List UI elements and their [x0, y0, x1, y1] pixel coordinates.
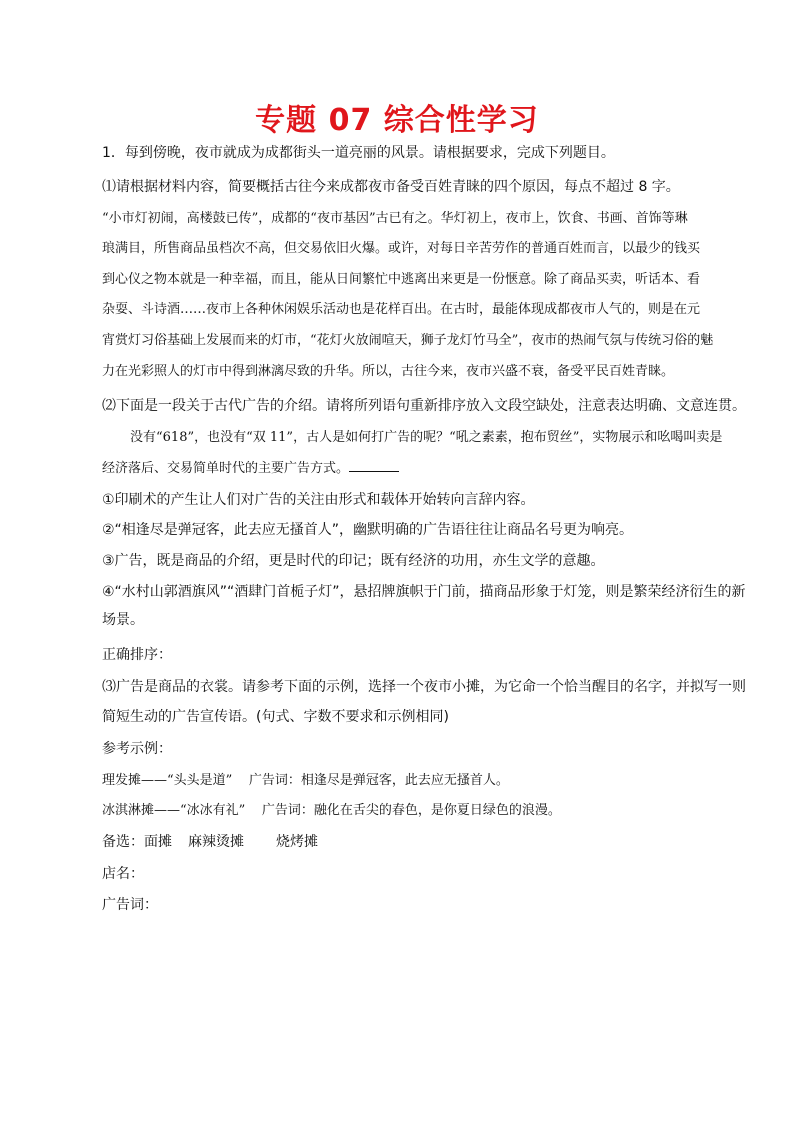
part2-prompt: ⑵下面是一段关于古代广告的介绍。请将所列语句重新排序放入文段空缺处，注意表达明确、文意连贯。: [102, 398, 746, 414]
part2-passage-line: 没有“618”，也没有“双 11”，古人是如何打广告的呢？“吼之素素，抱布贸丝”，实物展示和吆喝叫卖是: [130, 430, 723, 445]
option-4-continuation: 场景。: [102, 612, 144, 628]
question-1-intro: 1．每到傍晚，夜市就成为成都街头一道亮丽的风景。请根据要求，完成下列题目。: [102, 145, 615, 161]
part3-prompt-line-2: 简短生动的广告宣传语。(句式、字数不要求和示例相同): [102, 709, 449, 725]
choice-item: 麻辣烫摊: [188, 834, 244, 850]
part1-passage-line: 力在光彩照人的灯市中得到淋漓尽致的升华。所以，古往今来，夜市兴盛不衰，备受平民百姓青睐。: [102, 364, 675, 379]
part1-passage-line: 琅满目，所售商品虽档次不高，但交易依旧火爆。或许，对每日辛苦劳作的普通百姓而言，以最少的钱买: [102, 241, 701, 256]
answer-order-label: 正确排序：: [102, 647, 172, 663]
answer-blank[interactable]: [349, 459, 399, 472]
shop-name-label: 店名：: [102, 866, 144, 882]
choice-item: 面摊: [144, 834, 172, 850]
choices-label: 备选：: [102, 834, 144, 850]
part1-passage-line: 到心仪之物本就是一种幸福，而且，能从日间繁忙中逃离出来更是一份惬意。除了商品买卖，听话本、看: [102, 272, 701, 287]
part1-prompt: ⑴请根据材料内容，简要概括古往今来成都夜市备受百姓青睐的四个原因，每点不超过 8 字。: [102, 179, 680, 195]
part2-passage-line-2: [102, 459, 399, 479]
option-2: ②“相逢尽是弹冠客，此去应无搔首人”，幽默明确的广告语往往让商品名号更为响亮。: [102, 522, 634, 538]
part1-passage-line: 宵赏灯习俗基础上发展而来的灯市，“花灯火放闹喧天，狮子龙灯竹马全”，夜市的热闹气氛与传统习俗的魅: [102, 333, 714, 348]
choices-row: [102, 832, 318, 852]
example-2: 冰淇淋摊——“冰冰有礼” 广告词：融化在舌尖的春色，是你夏日绿色的浪漫。: [102, 803, 561, 818]
part2-passage-text: 经济落后、交易简单时代的主要广告方式。: [102, 461, 350, 476]
option-3: ③广告，既是商品的介绍，更是时代的印记；既有经济的功用，亦生文学的意趣。: [102, 553, 605, 569]
ad-copy-label: 广告词：: [102, 897, 158, 913]
page-title: 专题 07 综合性学习: [255, 103, 539, 138]
part1-passage-line: 杂耍、斗诗酒……夜市上各种休闲娱乐活动也是花样百出。在古时，最能体现成都夜市人气的，则是在元: [102, 302, 701, 317]
choice-item: 烧烤摊: [276, 834, 318, 850]
option-4: ④“水村山郭酒旗风”“酒肆门首栀子灯”，悬招牌旗帜于门前，描商品形象于灯笼，则是繁荣经济衍生的新: [102, 584, 746, 600]
part3-prompt: ⑶广告是商品的衣裳。请参考下面的示例，选择一个夜市小摊，为它命一个恰当醒目的名字，并拟写一则: [102, 679, 746, 695]
part1-passage-line: “小市灯初闹，高楼鼓已传”，成都的“夜市基因”古已有之。华灯初上，夜市上，饮食、书画、首饰等琳: [102, 211, 688, 226]
option-1: ①印刷术的产生让人们对广告的关注由形式和载体开始转向言辞内容。: [102, 492, 535, 508]
example-1: 理发摊——“头头是道” 广告词：相逢尽是弹冠客，此去应无搔首人。: [102, 773, 509, 788]
example-label: 参考示例：: [102, 741, 172, 757]
